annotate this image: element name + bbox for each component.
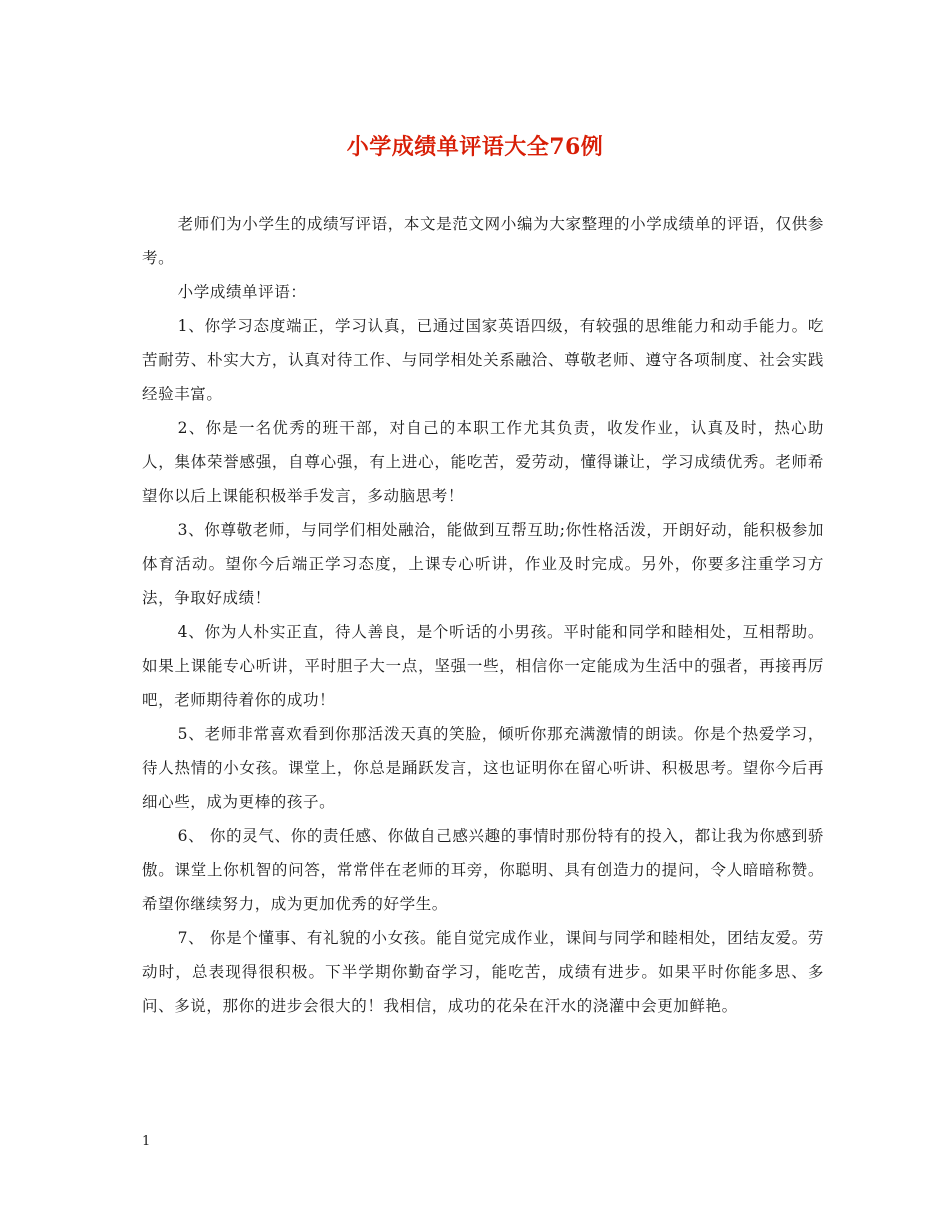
comment-paragraph-6: 6、 你的灵气、你的责任感、你做自己感兴趣的事情时那份特有的投入，都让我为你感到骄傲。课堂上你机智的问答，常常伴在老师的耳旁，你聪明、具有创造力的提问，令人暗暗称赞。希望你继续努力，成为更加优秀的好学生。 (142, 827, 824, 913)
comment-paragraph-5: 5、老师非常喜欢看到你那活泼天真的笑脸，倾听你那充满激情的朗读。你是个热爱学习，待人热情的小女孩。课堂上，你总是踊跃发言，这也证明你在留心听讲、积极思考。望你今后再细心些，成为更棒的孩子。 (142, 725, 824, 811)
section-heading: 小学成绩单评语： (177, 283, 307, 301)
document-title: 小学成绩单评语大全76例 (346, 134, 604, 160)
comment-paragraph-7: 7、 你是个懂事、有礼貌的小女孩。能自觉完成作业，课间与同学和睦相处，团结友爱。劳动时，总表现得很积极。下半学期你勤奋学习，能吃苦，成绩有进步。如果平时你能多思、多问、多说，那你的进步会很大的！我相信，成功的花朵在汗水的浇灌中会更加鲜艳。 (142, 929, 824, 1015)
comment-paragraph-4: 4、你为人朴实正直，待人善良，是个听话的小男孩。平时能和同学和睦相处，互相帮助。如果上课能专心听讲，平时胆子大一点，坚强一些，相信你一定能成为生活中的强者，再接再厉吧，老师期待着你的成功！ (142, 623, 824, 709)
comment-paragraph-1: 1、你学习态度端正，学习认真，已通过国家英语四级，有较强的思维能力和动手能力。吃苦耐劳、朴实大方，认真对待工作、与同学相处关系融洽、尊敬老师、遵守各项制度、社会实践经验丰富。 (142, 317, 824, 403)
intro-paragraph: 老师们为小学生的成绩写评语，本文是范文网小编为大家整理的小学成绩单的评语，仅供参考。 (142, 215, 824, 267)
document-body (142, 207, 824, 1023)
page-number: 1 (142, 1134, 151, 1149)
comment-paragraph-2: 2、你是一名优秀的班干部，对自己的本职工作尤其负责，收发作业，认真及时，热心助人，集体荣誉感强，自尊心强，有上进心，能吃苦，爱劳动，懂得谦让，学习成绩优秀。老师希望你以后上课能积极举手发言，多动脑思考！ (142, 419, 824, 505)
comment-paragraph-3: 3、你尊敬老师，与同学们相处融洽，能做到互帮互助;你性格活泼，开朗好动，能积极参加体育活动。望你今后端正学习态度，上课专心听讲，作业及时完成。另外，你要多注重学习方法，争取好成绩！ (142, 521, 824, 607)
